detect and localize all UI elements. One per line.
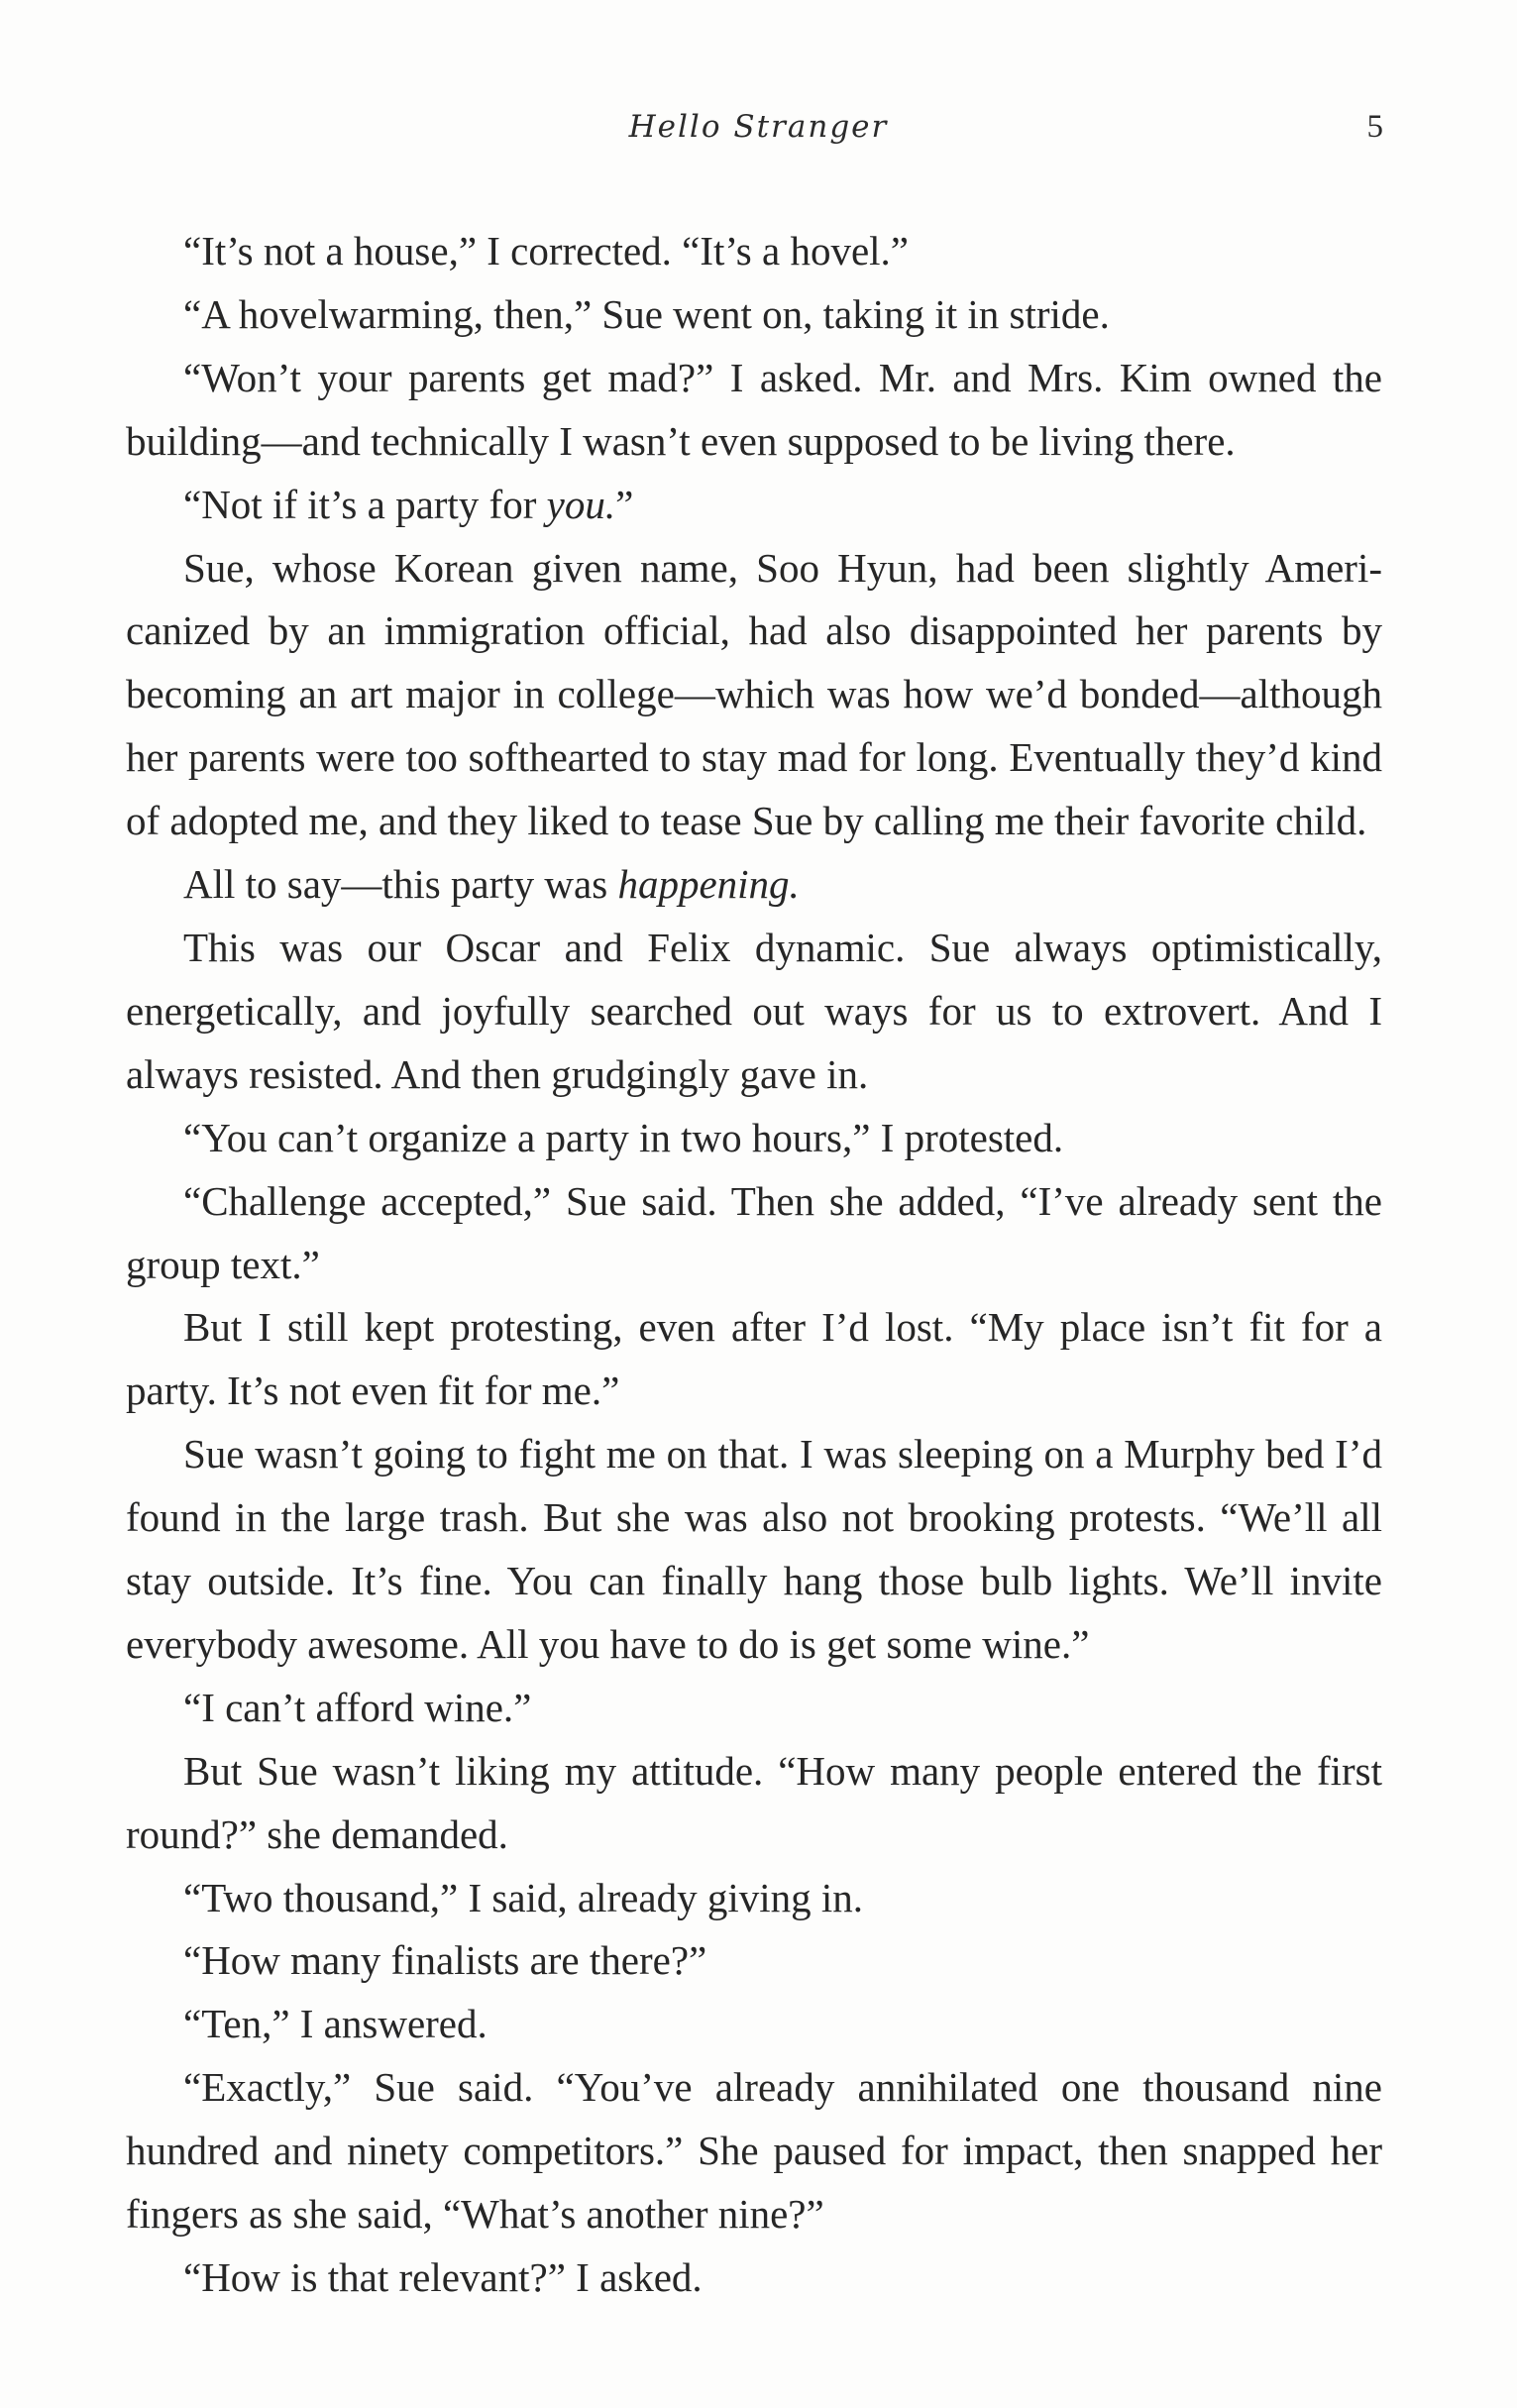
paragraph [126, 1107, 1382, 1170]
emphasized-text: happening. [617, 861, 800, 908]
text-run: “Challenge accepted,” Sue said. Then she added, “I’ve already sent the group text.” [126, 1177, 1382, 1287]
text-run: “Ten,” I answered. [183, 2001, 488, 2047]
text-run: This was our Oscar and Felix dynamic. Sue always optimistically, energetically, and joyfully searched out ways for us to extrovert. And I always resisted. And then grudgingly gave in. [126, 924, 1382, 1097]
text-run: But I still kept protesting, even after I’d lost. “My place isn’t fit for a party. It’s not even fit for me.” [126, 1304, 1382, 1414]
body-text [126, 220, 1382, 2310]
text-run: “A hovelwarming, then,” Sue went on, taking it in stride. [183, 290, 1110, 337]
paragraph [126, 853, 1382, 917]
text-run: “Exactly,” Sue said. “You’ve already annihilated one thousand nine hundred and ninety competitors.” She paused for impact, then snapped her fingers as she said, “What’s another nine?” [126, 2064, 1382, 2238]
running-head [0, 109, 1517, 159]
text-run: All to say—this party was [183, 861, 618, 908]
text-run: “Not if it’s a party for [183, 481, 547, 527]
text-run: Sue, whose Korean given name, Soo Hyun, had been slightly Americanized by an immigration official, had also disappointed her parents by becoming an art major in college—which was how we’d bonded—although her parents were too softhearted to stay mad for long. Eventually they’d kind of adopted me, and they liked to tease Sue by calling me their favorite child. [126, 544, 1382, 844]
text-run: “How many finalists are there?” [183, 1937, 707, 1984]
text-run: “Two thousand,” I said, already giving in. [183, 1874, 863, 1920]
paragraph [126, 1423, 1382, 1677]
paragraph [126, 2246, 1382, 2310]
paragraph [126, 1867, 1382, 1930]
paragraph [126, 347, 1382, 474]
text-run: ” [615, 481, 634, 527]
paragraph [126, 1929, 1382, 1993]
paragraph [126, 917, 1382, 1107]
page-number: 5 [1366, 109, 1383, 145]
paragraph [126, 283, 1382, 347]
text-run: “It’s not a house,” I corrected. “It’s a hovel.” [183, 228, 909, 274]
text-run: Sue wasn’t going to fight me on that. I was sleeping on a Murphy bed I’d found in the large trash. But she was also not brooking protests. “We’ll all stay outside. It’s fine. You can finally hang those bulb lights. We’ll invite everybody awesome. All you have to do is get some wine.” [126, 1431, 1382, 1667]
emphasized-text: you. [546, 481, 616, 527]
paragraph [126, 2056, 1382, 2246]
paragraph [126, 1296, 1382, 1423]
running-title: Hello Stranger [628, 109, 889, 145]
paragraph [126, 1677, 1382, 1740]
paragraph [126, 1740, 1382, 1867]
paragraph [126, 220, 1382, 283]
paragraph [126, 537, 1382, 854]
text-run: “I can’t afford wine.” [183, 1684, 532, 1730]
text-run: “Won’t your parents get mad?” I asked. Mr. and Mrs. Kim owned the building—and technically I wasn’t even supposed to be living there. [126, 354, 1382, 464]
text-run: But Sue wasn’t liking my attitude. “How many people entered the first round?” she demanded. [126, 1747, 1382, 1857]
text-run: “How is that relevant?” I asked. [183, 2254, 703, 2300]
paragraph [126, 1170, 1382, 1297]
text-run: “You can’t organize a party in two hours,” I protested. [183, 1114, 1064, 1160]
paragraph [126, 474, 1382, 537]
paragraph [126, 1993, 1382, 2056]
